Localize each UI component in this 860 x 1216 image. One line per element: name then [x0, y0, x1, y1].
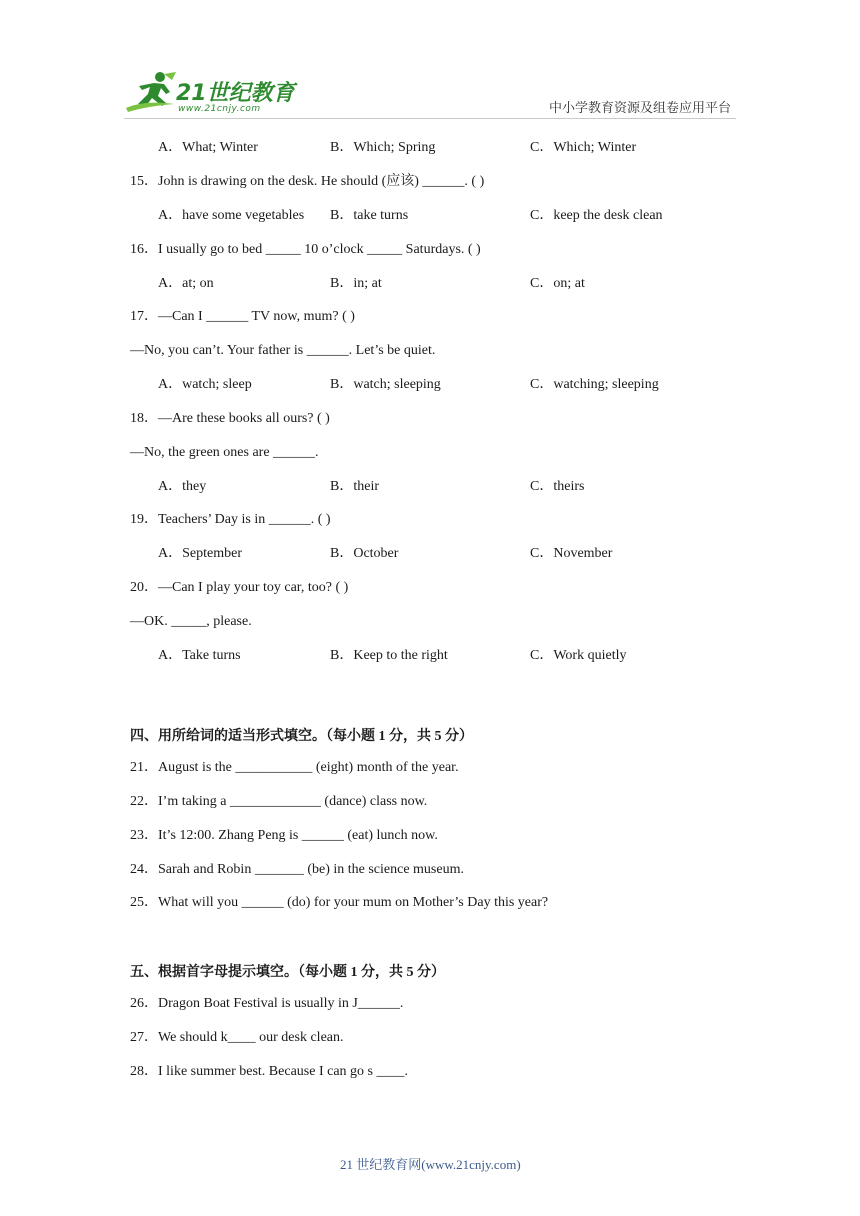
q15-option-c: C．keep the desk clean — [530, 208, 663, 223]
q24: 24．Sarah and Robin _______ (be) in the science museum. — [130, 862, 464, 877]
q23: 23．It’s 12:00. Zhang Peng is ______ (eat) lunch now. — [130, 828, 438, 843]
q18-option-c: C．theirs — [530, 479, 585, 494]
q27: 27．We should k____ our desk clean. — [130, 1030, 344, 1045]
q18-line2: —No, the green ones are ______. — [130, 445, 319, 460]
platform-name: 中小学教育资源及组卷应用平台 — [549, 100, 732, 115]
q20-line2: —OK. _____, please. — [130, 614, 252, 629]
logo-url: www.21cnjy.com — [178, 104, 261, 114]
q16-option-b: B．in; at — [330, 276, 382, 291]
q20-option-a: A．Take turns — [158, 648, 241, 663]
q16-option-c: C．on; at — [530, 276, 585, 291]
q17-option-a: A．watch; sleep — [158, 377, 252, 392]
q28: 28．I like summer best. Because I can go s ____. — [130, 1064, 408, 1079]
q17-option-b: B．watch; sleeping — [330, 377, 441, 392]
running-figure-icon — [124, 70, 180, 114]
q15-option-b: B．take turns — [330, 208, 409, 223]
q14-option-c: C．Which; Winter — [530, 140, 637, 155]
q21: 21．August is the ___________ (eight) month of the year. — [130, 760, 459, 775]
q16-stem: 16．I usually go to bed _____ 10 o’clock _____ Saturdays. ( ) — [130, 242, 481, 257]
q26: 26．Dragon Boat Festival is usually in J______. — [130, 996, 404, 1011]
q18-option-b: B．their — [330, 479, 379, 494]
q17-option-c: C．watching; sleeping — [530, 377, 659, 392]
q15-option-a: A．have some vegetables — [158, 208, 305, 223]
logo — [124, 70, 294, 116]
section-5-title: 五、根据首字母提示填空。（每小题 1 分，共 5 分） — [130, 965, 445, 980]
q17-line2: —No, you can’t. Your father is ______. Let’s be quiet. — [130, 343, 436, 358]
section-4-title: 四、用所给词的适当形式填空。（每小题 1 分，共 5 分） — [130, 729, 473, 744]
q20-option-b: B．Keep to the right — [330, 648, 448, 663]
q18-option-a: A．they — [158, 479, 207, 494]
q19-option-b: B．October — [330, 546, 399, 561]
q25: 25．What will you ______ (do) for your mum on Mother’s Day this year? — [130, 895, 549, 910]
logo-text: 21世纪教育 — [176, 81, 295, 106]
q19-option-a: A．September — [158, 546, 242, 561]
q22: 22．I’m taking a _____________ (dance) class now. — [130, 794, 428, 809]
header-rule — [124, 118, 736, 119]
q14-option-b: B．Which; Spring — [330, 140, 436, 155]
q20-stem: 20．—Can I play your toy car, too? ( ) — [130, 580, 349, 595]
footer: 21 世纪教育网(www.21cnjy.com) — [340, 1157, 521, 1172]
q16-option-a: A．at; on — [158, 276, 214, 291]
q20-option-c: C．Work quietly — [530, 648, 627, 663]
q19-stem: 19．Teachers’ Day is in ______. ( ) — [130, 512, 331, 527]
q14-option-a: A．What; Winter — [158, 140, 258, 155]
q19-option-c: C．November — [530, 546, 613, 561]
q15-stem: 15．John is drawing on the desk. He should (应该) ______. ( ) — [130, 174, 485, 189]
q17-stem: 17．—Can I ______ TV now, mum? ( ) — [130, 309, 355, 324]
q18-stem: 18．—Are these books all ours? ( ) — [130, 411, 330, 426]
